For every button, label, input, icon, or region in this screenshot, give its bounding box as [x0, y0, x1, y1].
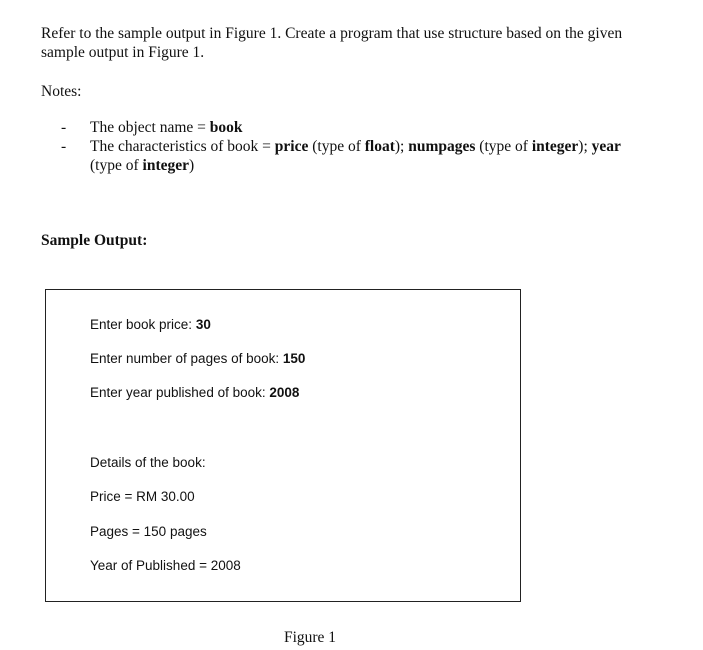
- note-text: (type of: [90, 157, 143, 174]
- note-text: The characteristics of book =: [90, 138, 275, 155]
- note-text: (type of: [475, 138, 532, 155]
- object-name: book: [209, 119, 243, 136]
- output-value: 30: [195, 317, 211, 332]
- note-text: The object name =: [90, 119, 210, 136]
- note-item-object-name: [61, 118, 661, 137]
- note-text: );: [578, 138, 592, 155]
- field-type-integer: integer: [142, 157, 189, 174]
- field-name-numpages: numpages: [408, 138, 476, 155]
- output-label: Enter year published of book:: [90, 385, 270, 400]
- output-value: 150: [282, 351, 306, 366]
- dash-bullet: -: [61, 138, 67, 155]
- field-name-year: year: [591, 138, 621, 155]
- field-type-integer: integer: [531, 138, 579, 155]
- output-label: Enter book price:: [90, 317, 196, 332]
- intro-paragraph: [41, 24, 681, 62]
- intro-line-2: sample output in Figure 1.: [41, 44, 205, 61]
- field-type-float: float: [364, 138, 395, 155]
- output-line-year-result: Year of Published = 2008: [90, 558, 241, 573]
- field-name-price: price: [274, 138, 309, 155]
- notes-heading: Notes:: [41, 83, 82, 100]
- output-line-price-result: Price = RM 30.00: [90, 489, 195, 504]
- output-value: 2008: [269, 385, 300, 400]
- note-item-characteristics: [61, 137, 661, 175]
- figure-caption: Figure 1: [283, 629, 337, 646]
- notes-list: [61, 118, 661, 175]
- note-text: ): [189, 157, 195, 174]
- sample-output-box: [45, 289, 521, 602]
- output-line-year-prompt: [90, 385, 299, 400]
- sample-output-heading: Sample Output:: [41, 232, 148, 249]
- output-line-pages-prompt: [90, 351, 305, 366]
- output-label: Enter number of pages of book:: [90, 351, 283, 366]
- intro-line-1: Refer to the sample output in Figure 1. Create a program that use structure based on the given: [41, 25, 623, 42]
- output-line-details-heading: Details of the book:: [90, 455, 206, 470]
- output-line-price-prompt: [90, 317, 211, 332]
- output-line-pages-result: Pages = 150 pages: [90, 524, 207, 539]
- dash-bullet: -: [61, 119, 67, 136]
- note-text: (type of: [308, 138, 365, 155]
- note-text: );: [394, 138, 409, 155]
